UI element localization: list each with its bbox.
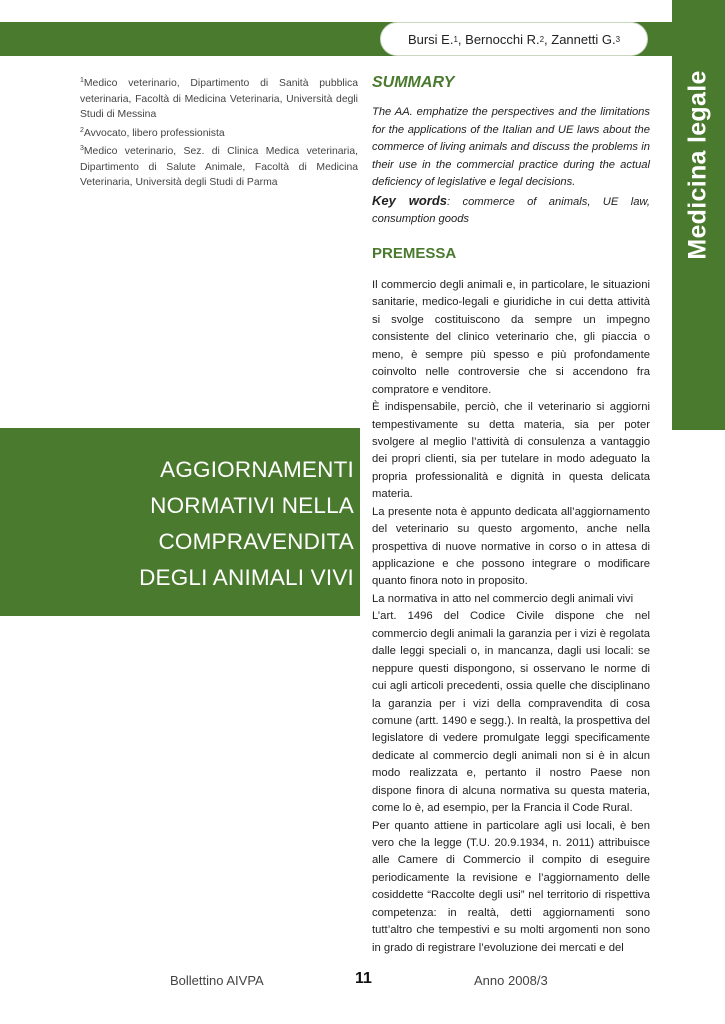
body-text	[372, 277, 650, 957]
author-name: Bursi E.	[407, 31, 454, 47]
body-paragraph: Il commercio degli animali e, in particolare, le situazioni sanitarie, medico-legali e giuridiche in cui detta attività si svolge costituiscono da sempre un impegno consistente del clinico veterinario che, gli piaccia o meno, è sempre più spesso e più profondamente coinvolto nelle controversie che si accendono fra compratore e venditore.	[372, 279, 650, 396]
title-line: NORMATIVI NELLA	[150, 493, 354, 518]
affiliation	[80, 123, 358, 142]
author-ref: 3	[615, 34, 621, 44]
summary-paragraph: The AA. emphatize the perspectives and the limitations for the applications of the Italian and UE laws about the commerce of living animals and discuss the problems in their use in the commercial practice during the actual deficiency of legislative e legal decisions.	[372, 106, 650, 188]
affiliation	[80, 73, 358, 123]
keywords-text: : commerce of animals, UE law, consumption goods	[372, 195, 650, 225]
title-line: AGGIORNAMENTI	[160, 457, 354, 482]
body-paragraph: Per quanto attiene in particolare agli usi locali, è ben vero che la legge (T.U. 20.9.1934, n. 2011) attribuisce alle Camere di Commercio il compito di eseguire periodicamente la revisione e l’aggiornamento delle cosiddette “Raccolte degli usi” nel territorio di rispettiva competenza: in realtà, detti aggiornamenti sono tutt’altro che tempestivi e su molti argomenti non sono in grado di registrare l’evoluzione dei mercati e del	[372, 819, 650, 954]
author-line: Bursi E. 1 , Bernocchi R. 2 , Zannetti G. 3	[380, 22, 648, 56]
keywords	[372, 192, 650, 229]
section-label: Medicina legale	[683, 70, 712, 260]
affiliation	[80, 141, 358, 191]
article-title	[139, 452, 354, 596]
affiliation-text: Avvocato, libero professionista	[83, 127, 225, 139]
title-line: COMPRAVENDITA	[158, 529, 354, 554]
affiliation-ref: 1	[80, 77, 84, 84]
author-name: Bernocchi R.	[465, 31, 540, 47]
affiliation-text: Medico veterinario, Sez. di Clinica Medica veterinaria, Dipartimento di Salute Animale, Facoltà di Medicina Veterinaria, Università degli Studi di Parma	[80, 146, 358, 188]
author-ref: 2	[539, 34, 545, 44]
summary-text	[372, 104, 650, 229]
summary-heading: SUMMARY	[372, 74, 455, 91]
title-band	[0, 428, 360, 616]
affiliation-ref: 3	[80, 145, 84, 152]
subheading-paragraph: La normativa in atto nel commercio degli animali vivi	[372, 592, 634, 605]
title-line: DEGLI ANIMALI VIVI	[139, 565, 354, 590]
affiliation-text: Medico veterinario, Dipartimento di Sanità pubblica veterinaria, Facoltà di Medicina Veterinaria, Università degli Studi di Messina	[80, 78, 358, 120]
premessa-heading: PREMESSA	[372, 245, 457, 262]
body-paragraph: È indispensabile, perciò, che il veterinario si aggiorni tempestivamente su detta materia, sia per poter svolgere al meglio l’attività di consulenza a vantaggio dei propri clienti, sia per tutelare in modo adeguato la propria professionalità e dignità in questa delicata materia.	[372, 401, 650, 501]
page-number: 11	[355, 970, 372, 987]
footer-journal: Bollettino AIVPA	[170, 973, 264, 988]
body-paragraph: La presente nota è appunto dedicata all’aggiornamento del veterinario su questo argomento, anche nella prospettiva di nuove normative in corso o in attesa di applicazione e che possono integrare o modificare quanto finora noto in proposito.	[372, 505, 650, 588]
keywords-label: Key words	[372, 192, 448, 208]
author-name: Zannetti G.	[551, 31, 616, 47]
body-paragraph: L’art. 1496 del Codice Civile dispone che nel commercio degli animali la garanzia per i vizi è regolata dalle leggi speciali o, in mancanza, dagli usi locali: se neppure questi dispongono, si osservano le norme di cui agli articoli precedenti, ossia quelle che disciplinano la garanzia per i vizi della compravendita di cosa comune (artt. 1490 e segg.). In realtà, la prospettiva del legislatore di vedere promulgate leggi specificamente dedicate al commercio degli animali non si è in alcun modo realizzata e, pertanto il nostro Paese non dispone finora di alcuna normativa su questa materia, come lo è, ad esempio, per la Francia il Code Rural.	[372, 610, 650, 815]
footer-issue: Anno 2008/3	[474, 973, 548, 988]
affiliations	[80, 73, 358, 191]
affiliation-ref: 2	[80, 126, 84, 134]
author-ref: 1	[453, 34, 458, 44]
